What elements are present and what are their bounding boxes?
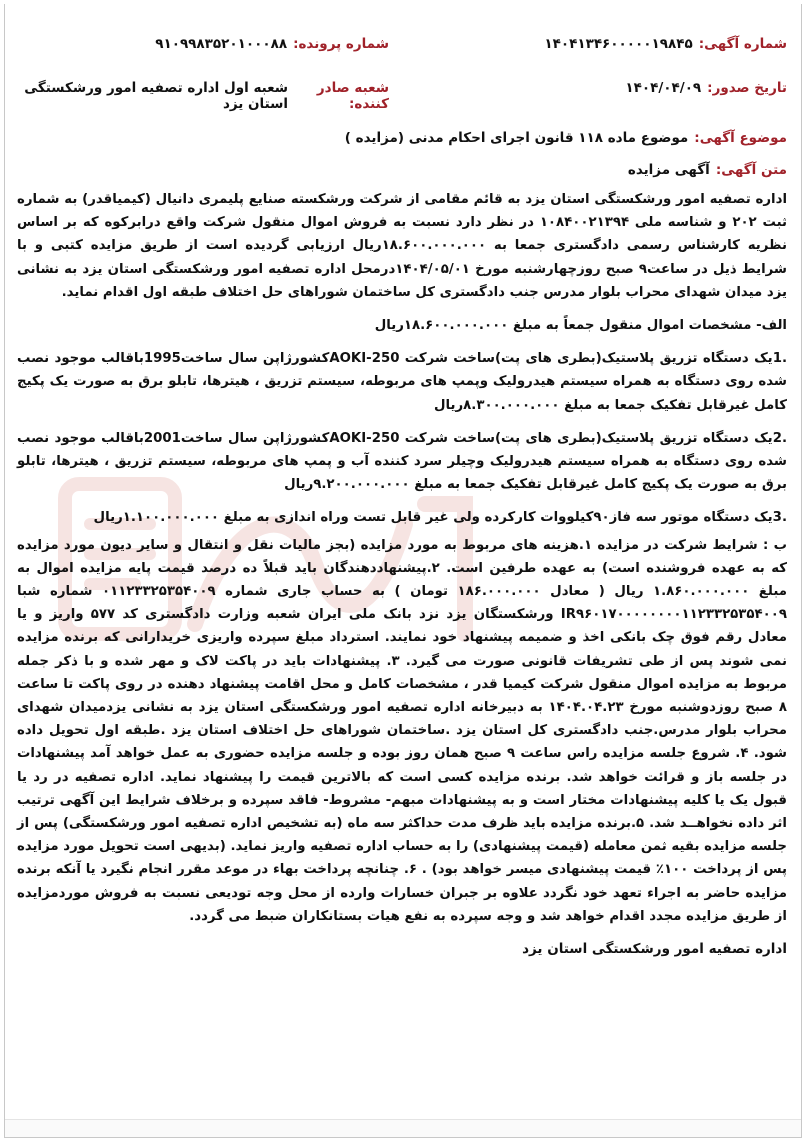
issuer: شعبه اول اداره تصفیه امور ورشکستگی استان یزد — [24, 80, 289, 112]
conditions-paragraph: ب : شرایط شرکت در مزایده ۱.هزینه های مربوط به مورد مزایده (بجز مالیات نقل و انتقال و سایر دیون مورد مزایده که به عهده فروشنده است) به عهده طرفین است. ۲.پیشنهاددهندگان باید قبلاً ده درصد قیمت پایه مزایده اموال به مبلغ ۱.۸۶۰.۰۰۰.۰۰۰ ریال ( معادل ۱۸۶.۰۰۰.۰۰۰ تومان ) به حساب جاری شماره ۰۱۱۲۳۳۲۵۳۵۴۰۰۹ شماره شبا IR۹۶۰۱۷۰۰۰۰۰۰۰۰۱۱۲۳۳۲۵۳۵۴۰۰۹ ورشکستگان یزد نزد بانک ملی ایران شعبه وزارت دادگستری کد ۵۷۷ واریز و یا معادل رقم فوق چک بانکی اخذ و ضمیمه پیشنهاد خود نمایند. استرداد مبلغ سپرده واریزی خریدارانی که برنده مزایده نمی شوند پس از طی تشریفات قانونی صورت می گیرد. ۳. پیشنهادات باید در پاکت لاک و مهر شده و با ذکر جمله مربوط به مزایده اموال منقول شرکت کیمیا قدر ، مشخصات کامل و محل اقامت پیشنهاد دهنده در روی پاکت تا ساعت ۸ صبح روزدوشنبه مورخ ۱۴۰۴.۰۴.۲۳ به دبیرخانه اداره تصفیه امور ورشکستگی استان یزد به نشانی یزدمیدان شهدای محراب بلوار مدرس.جنب دادگستری کل استان یزد .ساختمان شوراهای حل اختلاف استان یزد .طبقه اول تحویل داده شود. ۴. شروع جلسه مزایده راس ساعت ۹ صبح همان روز بوده و جلسه مزایده حضوری به عمل خواهد آمد پیشنهادات در جلسه باز و قرائت خواهد شد. برنده مزایده کسی است که بالاترین قیمت را پیشنهاد نماید. اداره تصفیه در رد یا قبول یک یا کلیه پیشنهادات مختار است و به پیشنهادات مبهم- مشروط- فاقد سپرده و برخلاف شرایط این آگهی ترتیب اثر داده نخواهــد شد. ۵.برنده مزایده باید ظرف مدت حداکثر سه ماه (به تشخیص اداره تصفیه امور ورشکستگی) پس از جلسه مزایده بقیه ثمن معامله (قیمت پیشنهادی) را به حساب اداره تصفیه واریز نماید. (بدیهی است تحویل مورد مزایده پس از پرداخت ۱۰۰٪ قیمت پیشنهادی میسر خواهد بود) . ۶. چنانچه پرداخت بهاء در موعد مقرر انجام نگیرد یا آنکه برنده مزایده حاضر به اجراء تعهد خود نگردد علاوه بر جبران خسارات وارده از محل وجه تودیعی نسبت به فروش موردمزایده از طریق مزایده مجدد اقدام خواهد شد و وجه سپرده به نفع هیات بستانکاران ضبط می گردد. — [17, 537, 788, 924]
issue-date: ۱۴۰۴/۰۴/۰۹ — [625, 80, 702, 96]
signature: اداره تصفیه امور ورشکستگی استان یزد — [522, 941, 787, 958]
case-number: ۹۱۰۹۹۸۳۵۲۰۱۰۰۰۸۸ — [155, 36, 288, 52]
notice-frame — [4, 4, 802, 1138]
item-1: .1یک دستگاه تزریق پلاستیک(بطری های پت)ساخت شرکت AOKI-250کشورژاپن سال ساخت1995باقالب موجود نصب شده روی دستگاه به همراه سیستم هیدرولیک وپمپ های مربوطه، سیستم تزریق ، هیترها، تابلو برق به صورت یک پکیج کامل غیرقابل تفکیک جمعا به مبلغ ۸.۳۰۰.۰۰۰.۰۰۰ریال — [17, 351, 788, 413]
notice-content — [17, 36, 787, 961]
item-2: .2یک دستگاه تزریق پلاستیک(بطری های پت)ساخت شرکت AOKI-250کشورژاپن سال ساخت2001باقالب موجود نصب شده روی دستگاه به همراه سیستم هیدرولیک وچیلر سرد کننده آب و پمپ های مربوطه، سیستم تزریق ، هیترها، تابلو برق به صورت یک پکیج کامل غیرقابل تفکیک جمعا به مبلغ ۹.۲۰۰.۰۰۰.۰۰۰ریال — [17, 430, 788, 493]
item-3: .3یک دستگاه موتور سه فاز۹۰کیلووات کارکرده ولی غیر قابل تست وراه اندازی به مبلغ ۱.۱۰۰.۰۰۰.۰۰۰ریال — [93, 510, 787, 526]
notice-body — [17, 188, 787, 961]
issuer-group — [17, 80, 389, 112]
notice-number-label: شماره آگهی: — [698, 36, 787, 52]
subject-row — [17, 130, 787, 146]
text-header-row — [17, 162, 787, 178]
bottom-rule — [5, 1119, 801, 1137]
case-number-label: شماره پرونده: — [293, 36, 389, 52]
subject-value: موضوع ماده ۱۱۸ قانون اجرای احکام مدنی (مزایده ) — [344, 130, 689, 146]
issue-date-group — [625, 80, 787, 96]
header-row-date-issuer — [17, 80, 787, 112]
intro-paragraph: اداره تصفیه امور ورشکستگی استان یزد به قائم مقامی از شرکت ورشکسته صنایع پلیمری دانیال (کیمیاقدر) به شماره ثبت ۲۰۲ و شناسه ملی ۱۰۸۴۰۰۲۱۳۹۴ در نظر دارد نسبت به فروش اموال منقول شرکت واقع درابرکوه که بر اساس نظریه کارشناس رسمی دادگستری جمعا به ۱۸.۶۰۰.۰۰۰.۰۰۰ریال ارزیابی گردیده است از طریق مزایده کتبی و با شرایط ذیل در ساعت۹ صبح روزچهارشنبه مورخ ۱۴۰۴/۰۵/۰۱درمحل اداره تصفیه امور ورشکستگی استان یزد به نشانی یزد میدان شهدای محراب بلوار مدرس جنب دادگستری کل ساختمان شوراهای حل اختلاف طبقه اول اقدام نماید. — [17, 192, 788, 300]
notice-number-group — [544, 36, 787, 52]
text-title: آگهی مزایده — [627, 162, 710, 178]
section-a-heading: الف- مشخصات اموال منقول جمعاً به مبلغ ۱۸.۶۰۰.۰۰۰.۰۰۰ریال — [374, 318, 787, 334]
text-label: متن آگهی: — [715, 162, 787, 178]
issue-date-label: تاریخ صدور: — [707, 80, 787, 96]
subject-label: موضوع آگهی: — [694, 130, 787, 146]
notice-number: ۱۴۰۴۱۳۴۶۰۰۰۰۰۱۹۸۴۵ — [544, 36, 693, 52]
issuer-label: شعبه صادر کننده: — [316, 80, 389, 112]
header-row-numbers — [17, 36, 787, 62]
case-number-group — [17, 36, 389, 52]
